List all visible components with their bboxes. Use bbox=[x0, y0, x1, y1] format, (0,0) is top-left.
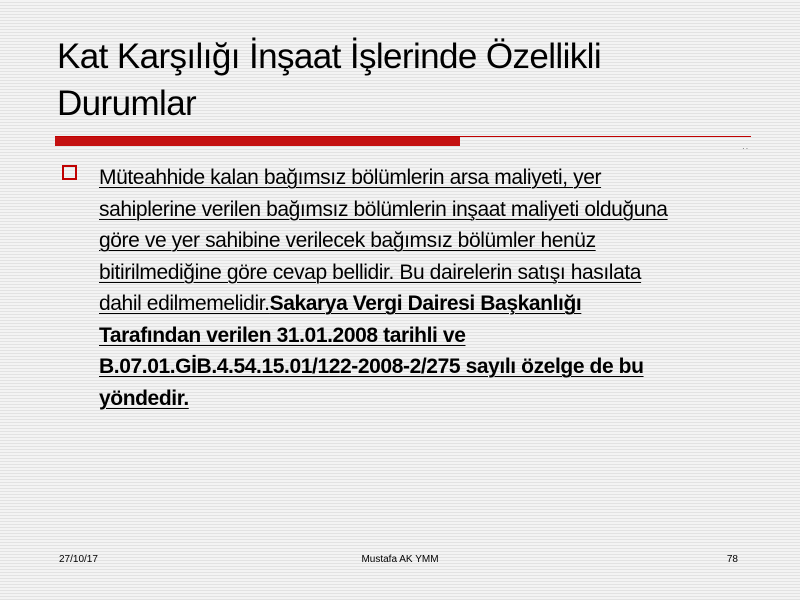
footer-author: Mustafa AK YMM bbox=[361, 554, 439, 565]
title-line-2: Durumlar bbox=[57, 84, 197, 123]
bullet-line-8-bold: yöndedir. bbox=[99, 386, 189, 410]
square-bullet-icon bbox=[62, 165, 77, 180]
bullet-paragraph bbox=[99, 162, 739, 414]
bullet-line-4-text: bitirilmediğine göre cevap bellidir. Bu dairelerin satışı hasılata bbox=[99, 260, 642, 284]
bullet-line-1-text: Müteahhide kalan bağımsız bölümlerin arsa maliyeti, yer bbox=[99, 166, 602, 189]
bullet-line-6-bold: Tarafından verilen 31.01.2008 tarihli ve bbox=[99, 323, 466, 347]
divider-dots: ·· bbox=[742, 144, 750, 153]
footer-page-number: 78 bbox=[726, 554, 738, 565]
bullet-line-2-text: sahiplerine verilen bağımsız bölümlerin inşaat maliyeti olduğuna bbox=[99, 197, 668, 221]
bullet-line-3 bbox=[99, 225, 739, 257]
bullet-line-5-text: dahil edilmemelidir. bbox=[99, 292, 270, 315]
bullet-line-7 bbox=[99, 351, 739, 383]
bullet-line-5 bbox=[99, 288, 739, 320]
bullet-line-1 bbox=[99, 162, 739, 194]
title-divider-bar bbox=[55, 137, 460, 146]
title-line-1: Kat Karşılığı İnşaat İşlerinde Özellikli bbox=[57, 37, 602, 76]
bullet-line-3-text: göre ve yer sahibine verilecek bağımsız bölümler henüz bbox=[99, 229, 596, 252]
bullet-line-5-bold: Sakarya Vergi Dairesi Başkanlığı bbox=[269, 292, 582, 315]
slide-title bbox=[57, 33, 747, 127]
footer-date: 27/10/17 bbox=[59, 554, 98, 565]
bullet-line-8 bbox=[99, 383, 739, 415]
bullet-line-6 bbox=[99, 320, 739, 352]
bullet-line-4 bbox=[99, 257, 739, 289]
bullet-line-2 bbox=[99, 194, 739, 226]
bullet-line-7-bold: B.07.01.GİB.4.54.15.01/122-2008-2/275 sayılı özelge de bu bbox=[99, 355, 644, 378]
